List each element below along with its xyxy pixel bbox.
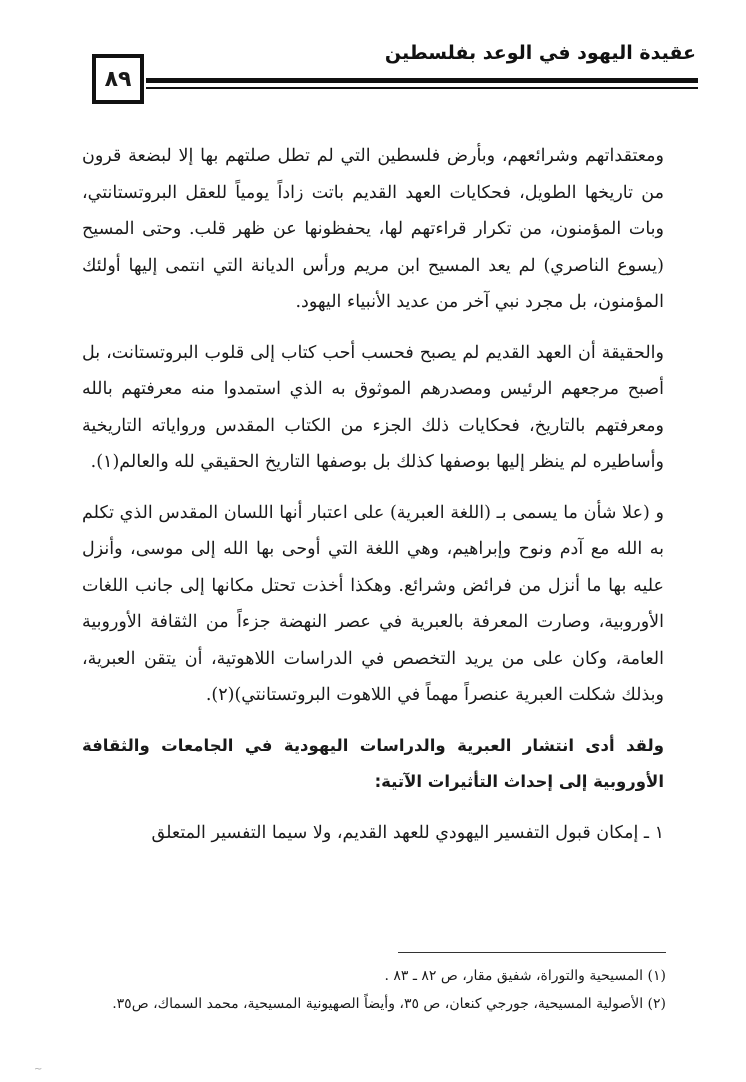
footnote-2: (٢) الأصولية المسيحية، جورجي كنعان، ص ٣٥، وأيضاً الصهيونية المسيحية، محمد السماك، ص٣٥.: [112, 996, 666, 1012]
footnote-1: (١) المسيحية والتوراة، شفيق مقار، ص ٨٢ ـ ٨٣ .: [384, 968, 666, 984]
paragraph-1: ومعتقداتهم وشرائعهم، وبأرض فلسطين التي لم تطل صلتهم بها إلا لبضعة قرون من تاريخها الطويل، فحكايات العهد القديم باتت زاداً يومياً للعقل البروتستانتي، وبات المؤمنون، من تكرار قراءتهم لها، يحفظونها عن ظهر قلب. وحتى المسيح (يسوع الناصري) لم يعد المسيح ابن مريم ورأس الديانة التي انتمى إليها أولئك المؤمنون، بل مجرد نبي آخر من عديد الأنبياء اليهود.: [82, 146, 664, 312]
paragraph-3: و (علا شأن ما يسمى بـ (اللغة العبرية) على اعتبار أنها اللسان المقدس الذي تكلم به الله مع آدم ونوح وإبراهيم، وهي اللغة التي أوحى بها الله إلى موسى، وأنزل عليه بها ما أنزل من فرائض وشرائع. وهكذا أخذت تحتل مكانها إلى جانب اللغات الأوروبية، وصارت المعرفة بالعبرية في عصر النهضة جزءاً من الثقافة الأوروبية العامة، وكان على من يريد التخصص في الدراسات اللاهوتية، أن يتقن العبرية، وبذلك شكلت العبرية عنصراً مهماً في اللاهوت البروتستانتي)(٢).: [82, 502, 664, 705]
footnotes: [82, 962, 666, 1018]
header-rule-thick: [146, 78, 698, 83]
header-rule-thin: [146, 87, 698, 89]
paragraph-5: ١ ـ إمكان قبول التفسير اليهودي للعهد القديم، ولا سيما التفسير المتعلق: [151, 822, 664, 843]
body-text: [82, 138, 664, 865]
paragraph-2: والحقيقة أن العهد القديم لم يصبح فحسب أحب كتاب إلى قلوب البروتستانت، بل أصبح مرجعهم الرئيس ومصدرهم الموثوق به الذي استمدوا منه معرفتهم بالله ومعرفتهم بالتاريخ، فحكايات ذلك الجزء من الكتاب المقدس ورواياته التاريخية وأساطيره لم ينظر إليها بوصفها كذلك بل بوصفها التاريخ الحقيقي لله والعالم(١).: [82, 342, 664, 472]
footnote-separator: [398, 952, 666, 953]
paragraph-4-bold: ولقد أدى انتشار العبرية والدراسات اليهودية في الجامعات والثقافة الأوروبية إلى إحداث التأثيرات الآتية:: [82, 735, 664, 791]
running-header-title: عقيدة اليهود في الوعد بفلسطين: [384, 42, 696, 64]
corner-mark: ~: [34, 1064, 43, 1075]
page-number: ٨٩: [92, 54, 144, 104]
